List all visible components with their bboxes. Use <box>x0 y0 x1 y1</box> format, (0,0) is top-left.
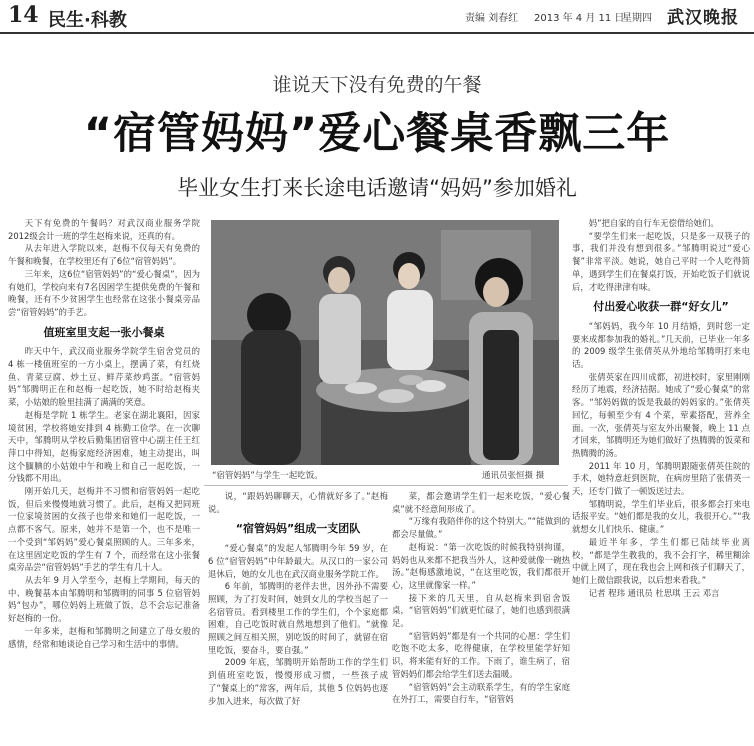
main-headline: “宿管妈妈”爱心餐桌香飘三年 <box>83 109 671 159</box>
paragraph: “万缘有我陪伴你的这个特别大。”“能做到的都会尽量做。” <box>392 516 570 540</box>
news-photo <box>211 220 559 465</box>
dining-scene-illustration <box>211 220 559 465</box>
photo-credit: 通讯员张恒摄 摄 <box>482 471 545 481</box>
paragraph: 妈”把自家的自行车无偿借给她们。 <box>588 218 719 228</box>
issue-date: 2013 年 4 月 11 日 <box>534 13 625 24</box>
article-column-3 <box>392 490 570 742</box>
section-subhead: “宿管妈妈”组成一支团队 <box>235 522 361 536</box>
paragraph: 刚开始几天，赵梅并不习惯和宿管妈妈一起吃饭，但后来慢慢地就习惯了。此后，赵梅又把同班一位家境贫困的女孩子也带来和她们一起吃饭，一点都不客气。原来，她并不是第一个，也不是唯一一个受到“邹妈妈”爱心餐桌照顾的人。三年多来，在这里固定吃饭的学生有 7 个，而经常在这小张餐桌旁品尝“宿管妈妈”手艺的学生有几十人。 <box>8 486 200 573</box>
paragraph: “要学生们来一起吃饭，只是多一双筷子的事，我们并没有想到很多。”邹腾明说过“爱心餐”非常平淡。她说，她自己平时一个人吃得简单，遇到学生们在餐桌打饭，开始吃饭子们就说后，才吃得津津有味。 <box>572 230 750 292</box>
paragraph: 从去年进入学院以来，赵梅不仅每天有免费的午餐和晚餐，在学校里还有了6位“宿管妈妈”。 <box>8 243 200 267</box>
paragraph: 昨天中午，武汉商业服务学院学生宿舍党员的 4 栋一楼值班室的一方小桌上，摆满了菜，有红烧鱼、青菜豆腐、炒土豆、鲜芹菜炒鸡蛋。“宿管妈妈”邹腾明正在和赵梅一起吃饭，她不时给赵梅夹菜，小姑娘的脸里挂满了满满的笑意。 <box>8 346 200 408</box>
article-column-4 <box>572 217 750 742</box>
paragraph: 邹腾明说，学生们毕业后，很多都会打来电话报平安。“她们都是我的女儿，我很开心。”“我就想女儿们快乐、健康。” <box>572 498 750 535</box>
paragraph: 天下有免费的午餐吗？对武汉商业服务学院2012级会计一班的学生赵梅来说，还真的有。 <box>8 218 200 241</box>
issue-weekday: 星期四 <box>622 13 652 24</box>
section-title: 民生·科教 <box>48 10 127 31</box>
paragraph: “爱心餐桌”的发起人邹腾明今年 59 岁，在 6 位“宿管妈妈”中年龄最大。从汉口的一家公司退休后，她的女儿也在武汉商业服务学院工作。 <box>208 543 388 579</box>
paragraph: “邹妈妈，我今年 10 月结婚，到时您一定要来成都参加我的婚礼。”几天前，已毕业一年多的 2009 级学生张倩英从外地给邹腾明打来电话。 <box>572 320 750 370</box>
paragraph: 赵梅是学院 1 栋学生。老家在湖北襄阳，因家境贫困，学校将她安排到 4 栋勤工俭学。在一次聊天中，邹腾明从学校后勤集团宿管中心副主任王红萍口中得知，赵梅家庭经济困难，她主动提出，叫这个腼腆的小姑娘中午和晚上和自己一起吃饭，一分钱都不用出。 <box>8 409 200 484</box>
photo-caption: “宿管妈妈”与学生一起吃饭。 <box>212 471 323 481</box>
page-number: 14 <box>8 2 39 28</box>
paragraph: 接下来的几天里，自从赵梅来到宿舍饭桌，“宿管妈妈”们就更忙碌了，她们也感到很满足。 <box>392 592 570 629</box>
editor-credit: 责编 刘春红 <box>465 13 519 24</box>
masthead <box>0 0 754 34</box>
paragraph: 赵梅说：“第一次吃饭的时候我特别拘谨，妈妈也从来都不把我当外人，这种爱就像一碗热汤。”赵梅感激地说，“在这里吃饭，我们都很开心，这里就像家一样。” <box>392 541 570 590</box>
newspaper-logo: 武汉晚报 <box>667 8 739 28</box>
paragraph: 张倩英家在四川成都，初进校时，家里刚刚经历了地震，经济拮据。她成了“爱心餐桌”的常客。“邹妈妈做的饭是我最的妈妈家的。”张倩英回忆，每顿至少有 4 个菜，荤素搭配，营养全面。一次，张倩英与室友外出聚餐，晚上 11 点才回来，邹腾明还为她们做好了热腾腾的饭菜和热腾腾的汤。 <box>572 371 750 458</box>
divider <box>204 485 568 486</box>
paragraph: 一年多来，赵梅和邹腾明之间建立了母女般的感情，经常和她谈论自己学习和生活中的事情。 <box>8 625 200 649</box>
paragraph: “宿管妈妈”会主动联系学生，有的学生家庭在外打工，需要自行车，“宿管妈 <box>392 681 570 705</box>
section-subhead: 值班室里支起一张小餐桌 <box>43 325 165 339</box>
paragraph: 6 年前，邹腾明的老伴去世，因外孙不需要照顾，为了打发时间，她到女儿的学校当起了一名宿管员。看到楼里工作的学生们，个个家庭都困难，自己吃饭时就自然地想到了他们。“就像照顾之间互相关照，别吃饭的时间了，就留在宿里吃饭，要奋斗，要自强。” <box>208 581 388 655</box>
article-column-1 <box>8 217 200 742</box>
paragraph: 三年来，这6位“宿管妈妈”的“爱心餐桌”，因为有她们，学校向来有7名因困学生提供免费的午餐和晚餐，还有不少贫困学生也经常在这张小餐桌旁品尝“宿管妈妈”的手艺。 <box>8 268 200 317</box>
paragraph: 菜，都会邀请学生们一起来吃饭，“爱心餐桌”就不经意间形成了。 <box>392 491 570 514</box>
paragraph: 2009 年底，邹腾明开始帮助工作的学生们到值班室吃饭，慢慢形成习惯，一些孩子成了“餐桌上的”常客，两年后，其他 5 位妈妈也逐步加入进来，每次做了好 <box>208 657 388 706</box>
headline-kicker: 谁说天下没有免费的午餐 <box>272 74 482 96</box>
section-subhead: 付出爱心收获一群“好女儿” <box>593 300 729 314</box>
paragraph: 2011 年 10 月，邹腾明跟随张倩英住院的手术，她特意赶到医院，在病房里陪了张倩英一天，还专门做了一顿饭送过去。 <box>572 460 750 497</box>
paragraph: 从去年 9 月入学至今，赵梅上学期间，每天的中、晚餐基本由邹腾明和邹腾明的同事 5 位宿管妈妈“包办”，哪位妈妈上班做了饭，总不会忘记准备好赵梅的一份。 <box>8 574 200 624</box>
paragraph: “宿管妈妈”都是有一个共同的心愿：学生们吃饱不吃太多，吃得健康，在学校里能学好知识，将来能有好的工作。下雨了，谁生病了，宿管妈妈们都会给学生们送去温暖。 <box>392 630 570 679</box>
article-column-2 <box>208 490 388 742</box>
byline: 记者 程玮 通讯员 杜思琪 王云 邓言 <box>588 587 720 598</box>
paragraph: 最近半年多，学生们都已陆续毕业离校，“都是学生教我的，我不会打字，稀里糊涂中就上网了，现在我也会上网和孩子们聊天了，她们上微信跟我说，以后想来看我。” <box>572 536 750 585</box>
sub-headline: 毕业女生打来长途电话邀请“妈妈”参加婚礼 <box>177 176 577 200</box>
paragraph: 说，“跟妈妈聊聊天，心情就好多了。”赵梅说。 <box>208 491 388 514</box>
